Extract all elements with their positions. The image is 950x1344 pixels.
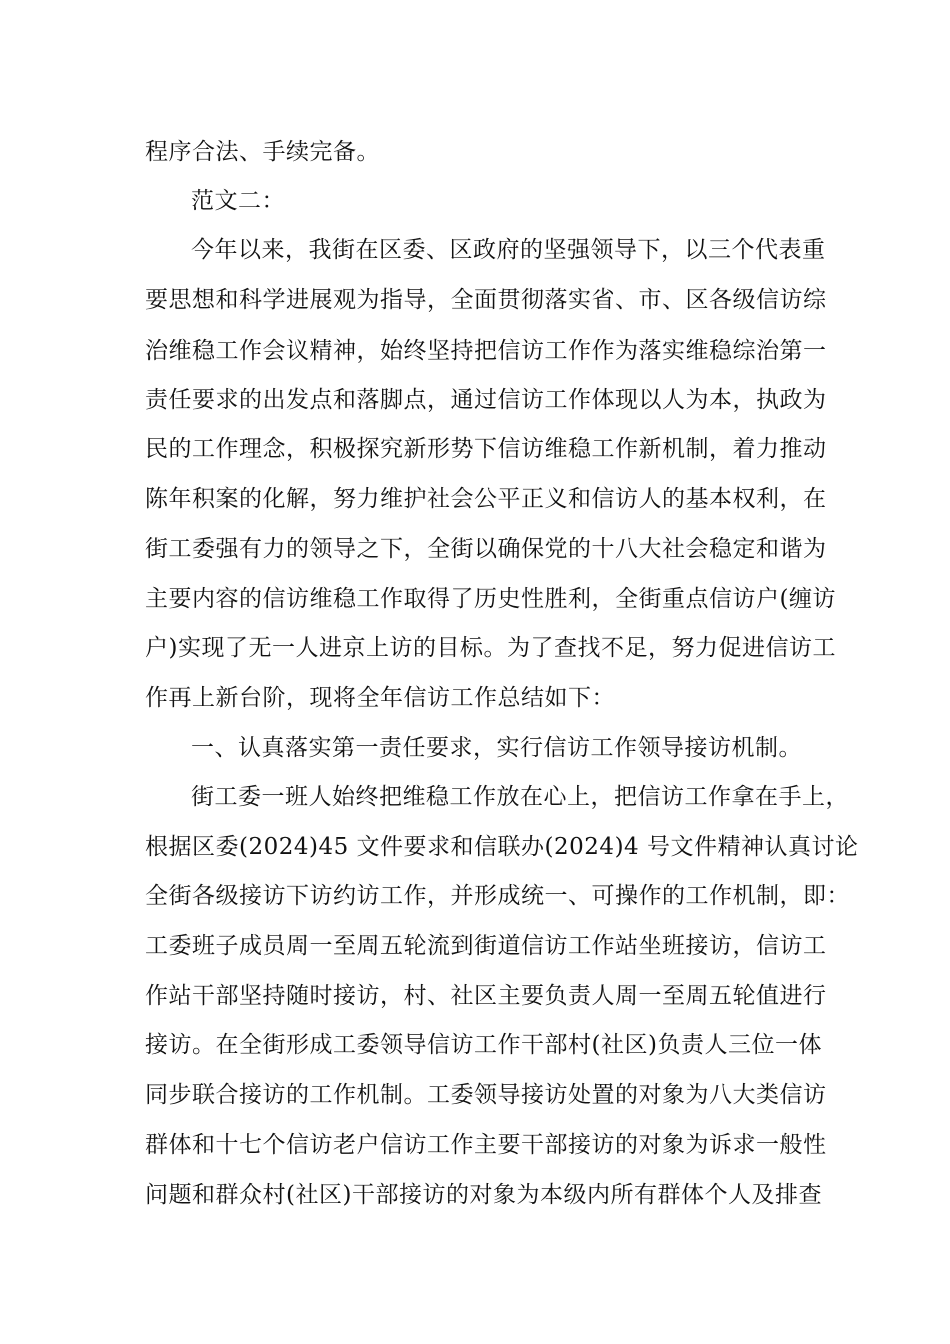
text-line: 问题和群众村(社区)干部接访的对象为本级内所有群体个人及排查	[145, 1182, 822, 1208]
text-line: 街工委强有力的领导之下，全街以确保党的十八大社会稳定和谐为	[145, 536, 827, 562]
text-line: 同步联合接访的工作机制。工委领导接访处置的对象为八大类信访	[145, 1082, 827, 1108]
text-line: 主要内容的信访维稳工作取得了历史性胜利，全街重点信访户(缠访	[145, 586, 836, 612]
text-line: 责任要求的出发点和落脚点，通过信访工作体现以人为本，执政为	[145, 387, 827, 413]
section-heading: 范文二：	[191, 188, 285, 214]
text-line: 户)实现了无一人进京上访的目标。为了查找不足，努力促进信访工	[145, 635, 836, 661]
text-line: 街工委一班人始终把维稳工作放在心上，把信访工作拿在手上，	[191, 784, 849, 810]
text-line: 程序合法、手续完备。	[145, 139, 380, 165]
text-line: 工委班子成员周一至周五轮流到街道信访工作站坐班接访，信访工	[145, 933, 827, 959]
text-line: 根据区委(2024)45 文件要求和信联办(2024)4 号文件精神认真讨论	[145, 834, 859, 860]
text-line: 陈年积案的化解，努力维护社会公平正义和信访人的基本权利，在	[145, 486, 827, 512]
section-heading: 一、认真落实第一责任要求，实行信访工作领导接访机制。	[191, 735, 802, 761]
text-line: 作站干部坚持随时接访，村、社区主要负责人周一至周五轮值进行	[145, 983, 827, 1009]
text-line: 要思想和科学进展观为指导，全面贯彻落实省、市、区各级信访综	[145, 287, 827, 313]
text-line: 全街各级接访下访约访工作，并形成统一、可操作的工作机制，即：	[145, 883, 850, 909]
text-line: 作再上新台阶，现将全年信访工作总结如下：	[145, 685, 615, 711]
text-line: 今年以来，我街在区委、区政府的坚强领导下，以三个代表重	[191, 237, 826, 263]
text-line: 群体和十七个信访老户信访工作主要干部接访的对象为诉求一般性	[145, 1132, 827, 1158]
text-line: 民的工作理念，积极探究新形势下信访维稳工作新机制，着力推动	[145, 436, 827, 462]
text-line: 接访。在全街形成工委领导信访工作干部村(社区)负责人三位一体	[145, 1032, 822, 1058]
text-line: 治维稳工作会议精神，始终坚持把信访工作作为落实维稳综治第一	[145, 338, 827, 364]
